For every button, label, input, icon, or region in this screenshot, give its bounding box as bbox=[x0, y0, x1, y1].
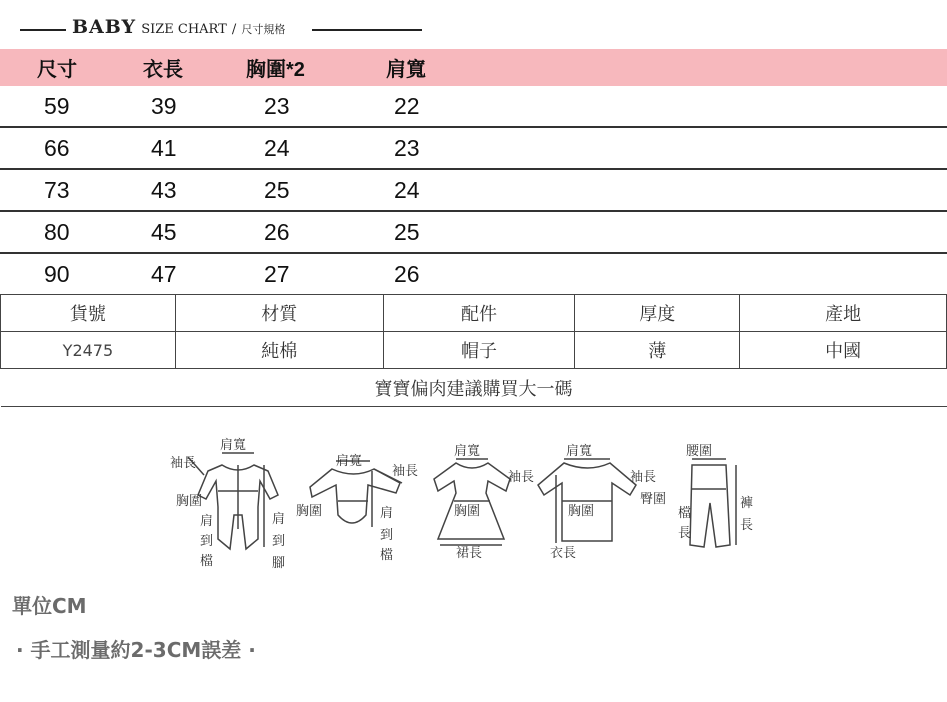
spec-advice-row bbox=[1, 369, 947, 407]
pants-label-crotch-2: 長 bbox=[678, 526, 692, 541]
length-cell: 39 bbox=[151, 92, 177, 119]
subtitle-zh: 尺寸規格 bbox=[241, 23, 286, 36]
spec-header-row bbox=[1, 295, 947, 332]
table-row bbox=[0, 212, 947, 254]
length-cell: 43 bbox=[151, 176, 177, 203]
size-cell: 73 bbox=[44, 176, 70, 203]
spec-header-origin: 產地 bbox=[740, 295, 947, 332]
shoulder-cell: 23 bbox=[394, 134, 420, 161]
col-length: 衣長 bbox=[143, 59, 183, 81]
spec-header-material: 材質 bbox=[175, 295, 383, 332]
dress-label-skirt-length: 裙長 bbox=[456, 546, 483, 561]
top-illustration bbox=[538, 459, 636, 543]
bodysuit-label-shoulder: 肩寬 bbox=[336, 454, 363, 469]
length-cell: 41 bbox=[151, 134, 177, 161]
subtitle-separator: / bbox=[231, 22, 237, 37]
spec-header-accessory: 配件 bbox=[383, 295, 575, 332]
table-row bbox=[0, 128, 947, 170]
dress-illustration bbox=[434, 459, 510, 545]
table-row bbox=[0, 254, 947, 294]
size-advice: 寶寶偏肉建議購買大一碼 bbox=[1, 369, 947, 407]
spec-origin: 中國 bbox=[740, 332, 947, 369]
size-cell: 66 bbox=[44, 134, 70, 161]
bodysuit-label-shoulder-to-crotch-2: 到 bbox=[380, 528, 394, 543]
spec-value-row bbox=[1, 332, 947, 369]
pants-label-hip: 臀圍 bbox=[640, 492, 667, 507]
spec-accessory: 帽子 bbox=[383, 332, 575, 369]
chest-cell: 26 bbox=[264, 218, 290, 245]
subtitle: SIZE CHART bbox=[141, 22, 227, 37]
table-row bbox=[0, 86, 947, 128]
dress-label-sleeve: 袖長 bbox=[508, 470, 535, 485]
shoulder-cell: 25 bbox=[394, 218, 420, 245]
pants-label-crotch-1: 檔 bbox=[678, 506, 692, 521]
size-table bbox=[0, 49, 947, 294]
pants-label-length-1: 褲 bbox=[740, 496, 754, 511]
romper-label-shoulder-to-crotch-3: 檔 bbox=[200, 554, 214, 569]
unit-label: 單位CM bbox=[12, 594, 87, 618]
shoulder-cell: 24 bbox=[394, 176, 420, 203]
romper-label-chest: 胸圍 bbox=[176, 494, 203, 509]
col-chest: 胸圍*2 bbox=[246, 59, 305, 81]
table-row bbox=[0, 170, 947, 212]
bodysuit-label-chest: 胸圍 bbox=[296, 504, 323, 519]
top-label-shoulder: 肩寬 bbox=[566, 444, 593, 459]
romper-label-shoulder: 肩寬 bbox=[220, 438, 247, 453]
romper-label-shoulder-to-foot-1: 肩 bbox=[272, 512, 286, 527]
length-cell: 45 bbox=[151, 218, 177, 245]
bodysuit-label-shoulder-to-crotch-3: 檔 bbox=[380, 548, 394, 563]
romper-label-shoulder-to-foot-3: 腳 bbox=[272, 556, 286, 571]
chest-cell: 27 bbox=[264, 260, 290, 287]
pants-label-waist: 腰圍 bbox=[686, 444, 713, 459]
spec-table bbox=[0, 294, 947, 407]
chest-cell: 25 bbox=[264, 176, 290, 203]
brand-title: BABY bbox=[72, 16, 137, 38]
header-rule-left bbox=[20, 29, 66, 31]
top-label-sleeve: 袖長 bbox=[630, 470, 657, 485]
chest-cell: 23 bbox=[264, 92, 290, 119]
romper-label-shoulder-to-crotch-1: 肩 bbox=[200, 514, 214, 529]
spec-thickness: 薄 bbox=[575, 332, 740, 369]
size-table-header bbox=[0, 49, 947, 86]
pants-label-length-2: 長 bbox=[740, 518, 754, 533]
dress-label-shoulder: 肩寬 bbox=[454, 444, 481, 459]
bodysuit-label-shoulder-to-crotch-1: 肩 bbox=[380, 506, 394, 521]
top-label-chest: 胸圍 bbox=[568, 504, 595, 519]
measurement-diagram bbox=[160, 435, 780, 575]
bodysuit-label-sleeve: 袖長 bbox=[392, 464, 419, 479]
col-size: 尺寸 bbox=[37, 59, 77, 81]
measurement-note: · 手工測量約2-3CM誤差 · bbox=[16, 638, 256, 662]
header-title bbox=[72, 16, 285, 38]
spec-material: 純棉 bbox=[175, 332, 383, 369]
size-cell: 90 bbox=[44, 260, 70, 287]
chart-header bbox=[20, 14, 430, 44]
top-label-length: 衣長 bbox=[550, 546, 577, 561]
spec-item-no: Y2475 bbox=[1, 332, 176, 369]
spec-header-thickness: 厚度 bbox=[575, 295, 740, 332]
size-cell: 59 bbox=[44, 92, 70, 119]
col-shoulder: 肩寬 bbox=[386, 59, 426, 81]
shoulder-cell: 22 bbox=[394, 92, 420, 119]
size-cell: 80 bbox=[44, 218, 70, 245]
romper-label-sleeve: 袖長 bbox=[170, 456, 197, 471]
shoulder-cell: 26 bbox=[394, 260, 420, 287]
romper-label-shoulder-to-crotch-2: 到 bbox=[200, 534, 214, 549]
dress-label-chest: 胸圍 bbox=[454, 504, 481, 519]
pants-illustration bbox=[690, 459, 736, 547]
chest-cell: 24 bbox=[264, 134, 290, 161]
header-rule-right bbox=[312, 29, 422, 31]
romper-label-shoulder-to-foot-2: 到 bbox=[272, 534, 286, 549]
length-cell: 47 bbox=[151, 260, 177, 287]
spec-header-item-no: 貨號 bbox=[1, 295, 176, 332]
